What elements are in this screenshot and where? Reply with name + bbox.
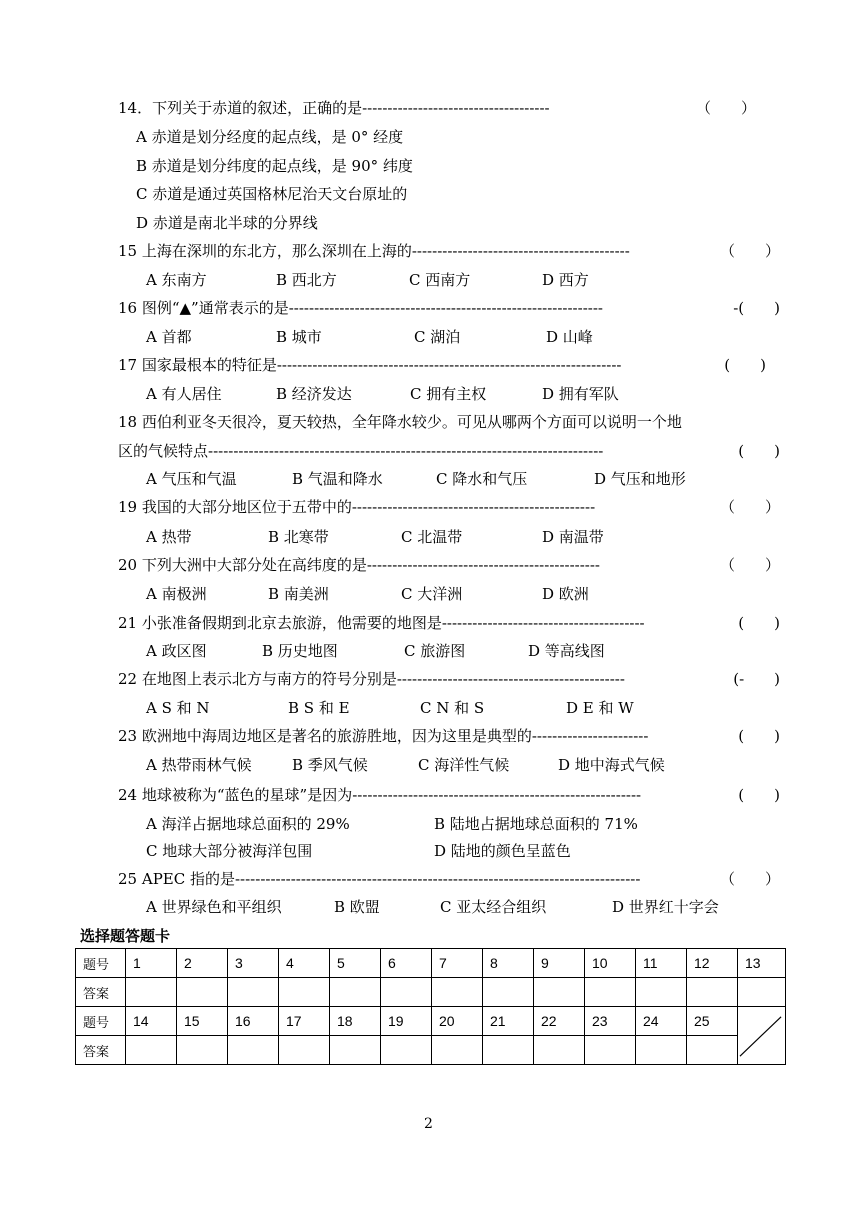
option-d: D 欧洲 <box>542 585 589 603</box>
option-a: A 东南方 <box>146 271 207 289</box>
option-c: C 大洋洲 <box>401 585 463 603</box>
number-cell: 3 <box>228 949 279 978</box>
option-c: C 海洋性气候 <box>418 756 510 774</box>
number-cell: 12 <box>687 949 738 978</box>
question-stem: 22 在地图上表示北方与南方的符号分别是--------------------------------------------- <box>118 670 625 688</box>
answer-cell[interactable] <box>381 978 432 1007</box>
number-cell: 10 <box>585 949 636 978</box>
question-stem: 21 小张准备假期到北京去旅游，他需要的地图是---------------------------------------- <box>118 614 645 632</box>
option-b: B 北寒带 <box>268 528 329 546</box>
question-stem: 25 APEC 指的是-------------------------------------------------------------------------------- <box>118 870 641 888</box>
answer-cell[interactable] <box>585 1036 636 1065</box>
question-stem: 23 欧洲地中海周边地区是著名的旅游胜地，因为这里是典型的----------------------- <box>118 727 649 745</box>
number-cell: 18 <box>330 1007 381 1036</box>
option-d: D 西方 <box>542 271 589 289</box>
option-d: D 地中海式气候 <box>558 756 665 774</box>
option-a: A S 和 N <box>146 699 210 717</box>
row-label-number: 题号 <box>76 1007 126 1036</box>
answer-cell[interactable] <box>330 1036 381 1065</box>
answer-cell[interactable] <box>177 1036 228 1065</box>
number-cell: 17 <box>279 1007 330 1036</box>
answer-cell[interactable] <box>330 978 381 1007</box>
question-stem-line2: 区的气候特点------------------------------------------------------------------------------ <box>118 442 604 460</box>
number-cell: 13 <box>738 949 786 978</box>
row-label-number: 题号 <box>76 949 126 978</box>
option-b: B 气温和降水 <box>292 470 383 488</box>
option-c: C 西南方 <box>409 271 471 289</box>
question-15 <box>118 241 780 261</box>
question-stem: 17 国家最根本的特征是-------------------------------------------------------------------- <box>118 356 622 374</box>
question-16 <box>118 298 780 318</box>
answer-cell[interactable] <box>126 978 177 1007</box>
option-a: A 热带 <box>146 528 192 546</box>
option-d: D 南温带 <box>542 528 604 546</box>
option-c: C 湖泊 <box>414 328 461 346</box>
option-a: A 南极洲 <box>146 585 207 603</box>
answer-cell[interactable] <box>636 978 687 1007</box>
option-c: C 北温带 <box>401 528 463 546</box>
answer-cell[interactable] <box>687 1036 738 1065</box>
number-cell: 15 <box>177 1007 228 1036</box>
page-number: 2 <box>424 1116 433 1132</box>
answer-bracket: -( ) <box>733 299 780 317</box>
option-d: D 世界红十字会 <box>612 898 719 916</box>
number-cell: 1 <box>126 949 177 978</box>
option-c: C N 和 S <box>420 699 485 717</box>
option-a: A 首都 <box>146 328 192 346</box>
option-d: D 气压和地形 <box>594 470 686 488</box>
option-d: D 陆地的颜色呈蓝色 <box>434 842 571 860</box>
answer-bracket: ( ) <box>738 614 780 632</box>
answer-cell[interactable] <box>432 978 483 1007</box>
number-cell: 2 <box>177 949 228 978</box>
number-cell: 24 <box>636 1007 687 1036</box>
answer-cell[interactable] <box>279 978 330 1007</box>
answer-bracket: （ ） <box>719 870 780 888</box>
answer-cell[interactable] <box>279 1036 330 1065</box>
option-b: B S 和 E <box>288 699 350 717</box>
table-row <box>76 978 786 1007</box>
answer-bracket: ( ) <box>738 727 780 745</box>
diagonal-slash <box>738 1007 785 1064</box>
option-a: A 热带雨林气候 <box>146 756 252 774</box>
number-cell: 20 <box>432 1007 483 1036</box>
answer-bracket: （ ） <box>719 498 780 516</box>
option-d: D 拥有军队 <box>542 385 619 403</box>
answer-bracket: （ ） <box>719 556 780 574</box>
answer-cell[interactable] <box>381 1036 432 1065</box>
option-c: C 赤道是通过英国格林尼治天文台原址的 <box>136 185 408 203</box>
option-b: B 陆地占据地球总面积的 71% <box>434 815 638 833</box>
option-b: B 历史地图 <box>262 642 338 660</box>
option-c: C 降水和气压 <box>436 470 528 488</box>
table-row <box>76 949 786 978</box>
option-b: B 南美洲 <box>268 585 329 603</box>
option-d: D E 和 W <box>566 699 634 717</box>
number-cell: 9 <box>534 949 585 978</box>
answer-cell[interactable] <box>483 1036 534 1065</box>
option-d: D 赤道是南北半球的分界线 <box>136 214 318 232</box>
answer-bracket: ( ) <box>724 356 766 374</box>
option-a: A 气压和气温 <box>146 470 237 488</box>
answer-bracket: （ ） <box>695 99 756 117</box>
option-d: D 山峰 <box>546 328 593 346</box>
option-a: A 世界绿色和平组织 <box>146 898 282 916</box>
number-cell: 22 <box>534 1007 585 1036</box>
answer-bracket: (- ) <box>733 670 780 688</box>
table-row <box>76 1036 786 1065</box>
option-b: B 季风气候 <box>292 756 368 774</box>
number-cell: 5 <box>330 949 381 978</box>
option-a: A 海洋占据地球总面积的 29% <box>146 815 350 833</box>
question-22 <box>118 669 780 689</box>
question-18 <box>118 441 780 461</box>
option-b: B 赤道是划分纬度的起点线，是 90° 纬度 <box>136 157 413 175</box>
option-c: C 地球大部分被海洋包围 <box>146 842 313 860</box>
question-23 <box>118 726 780 746</box>
row-label-answer: 答案 <box>76 1036 126 1065</box>
answer-cell[interactable] <box>738 978 786 1007</box>
answer-cell[interactable] <box>687 978 738 1007</box>
number-cell: 8 <box>483 949 534 978</box>
option-b: B 欧盟 <box>334 898 380 916</box>
answer-bracket: ( ) <box>738 442 780 460</box>
question-stem: 14．下列关于赤道的叙述，正确的是------------------------------------- <box>118 99 550 117</box>
answer-cell[interactable] <box>126 1036 177 1065</box>
question-18-stem: 18 西伯利亚冬天很冷，夏天较热，全年降水较少。可见从哪两个方面可以说明一个地 <box>118 413 682 431</box>
answer-cell[interactable] <box>228 978 279 1007</box>
answer-card-title: 选择题答题卡 <box>80 927 171 945</box>
answer-card-table <box>75 948 786 1065</box>
question-stem: 15 上海在深圳的东北方，那么深圳在上海的------------------------------------------- <box>118 242 630 260</box>
number-cell: 21 <box>483 1007 534 1036</box>
row-label-answer: 答案 <box>76 978 126 1007</box>
number-cell: 14 <box>126 1007 177 1036</box>
question-14 <box>118 98 780 118</box>
number-cell: 4 <box>279 949 330 978</box>
number-cell: 25 <box>687 1007 738 1036</box>
question-17 <box>118 355 780 375</box>
question-19 <box>118 497 780 517</box>
option-c: C 旅游图 <box>404 642 466 660</box>
answer-cell[interactable] <box>636 1036 687 1065</box>
question-24 <box>118 785 780 805</box>
option-b: B 经济发达 <box>276 385 352 403</box>
option-b: B 城市 <box>276 328 322 346</box>
question-21 <box>118 613 780 633</box>
option-a: A 有人居住 <box>146 385 222 403</box>
option-a: A 赤道是划分经度的起点线，是 0° 经度 <box>136 128 404 146</box>
number-cell: 11 <box>636 949 687 978</box>
answer-cell[interactable] <box>228 1036 279 1065</box>
answer-cell[interactable] <box>534 1036 585 1065</box>
answer-bracket: ( ) <box>738 786 780 804</box>
option-c: C 拥有主权 <box>410 385 487 403</box>
answer-cell[interactable] <box>585 978 636 1007</box>
number-cell: 6 <box>381 949 432 978</box>
option-d: D 等高线图 <box>528 642 605 660</box>
answer-bracket: （ ） <box>719 242 780 260</box>
question-stem: 20 下列大洲中大部分处在高纬度的是---------------------------------------------- <box>118 556 601 574</box>
question-stem: 16 图例“▲”通常表示的是-------------------------------------------------------------- <box>118 299 603 317</box>
crossed-out-cell <box>738 1007 786 1065</box>
number-cell: 7 <box>432 949 483 978</box>
question-25 <box>118 869 780 889</box>
number-cell: 16 <box>228 1007 279 1036</box>
question-stem: 19 我国的大部分地区位于五带中的------------------------------------------------ <box>118 498 596 516</box>
option-a: A 政区图 <box>146 642 207 660</box>
answer-cell[interactable] <box>483 978 534 1007</box>
number-cell: 23 <box>585 1007 636 1036</box>
number-cell: 19 <box>381 1007 432 1036</box>
option-b: B 西北方 <box>276 271 337 289</box>
question-stem: 24 地球被称为“蓝色的星球”是因为--------------------------------------------------------- <box>118 786 642 804</box>
answer-cell[interactable] <box>534 978 585 1007</box>
question-20 <box>118 555 780 575</box>
answer-cell[interactable] <box>177 978 228 1007</box>
answer-cell[interactable] <box>432 1036 483 1065</box>
table-row <box>76 1007 786 1036</box>
option-c: C 亚太经合组织 <box>440 898 547 916</box>
